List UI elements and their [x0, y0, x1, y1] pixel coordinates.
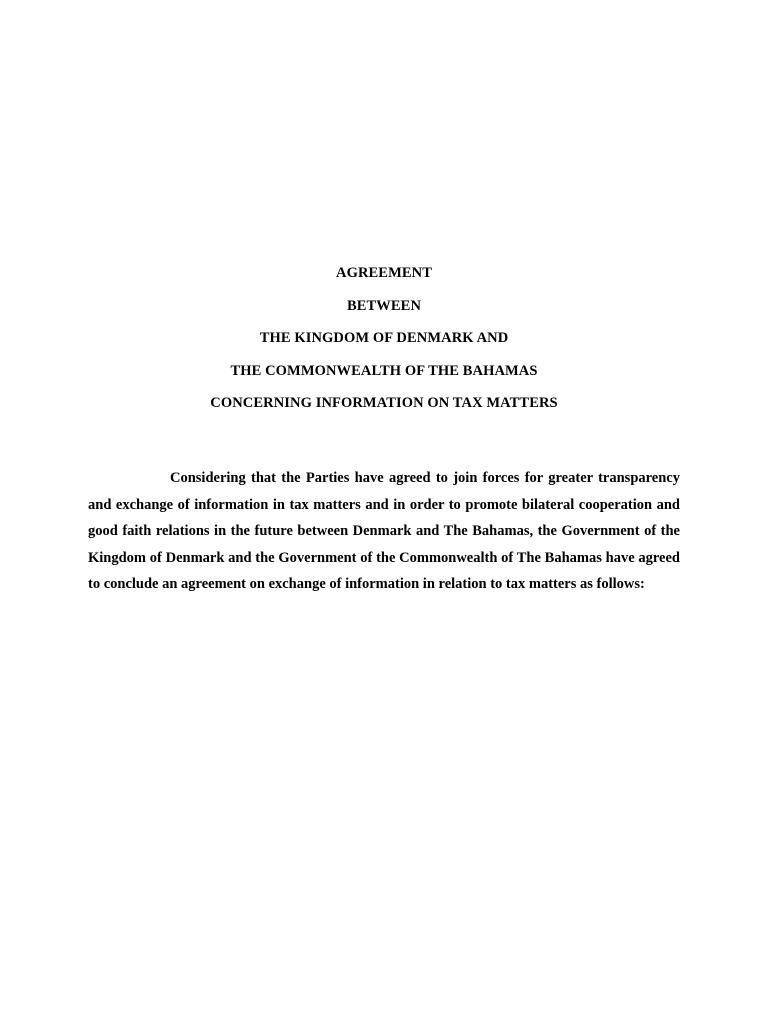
title-line-agreement: AGREEMENT [336, 265, 432, 281]
agreement-title-block [0, 264, 768, 427]
title-line-between: BETWEEN [346, 297, 422, 314]
preamble-paragraph [88, 465, 680, 598]
preamble-text: Considering that the Parties have agreed to join forces for greater transparency and exchange of information in tax matters and in order to promote bilateral cooperation and good faith relations in the future between Denmark and The Bahamas, the Government of the Kingdom of Denmark and the Government of the Commonwealth of The Bahamas have agreed to conclude an agreement on exchange of information in relation to tax matters as follows: [88, 470, 680, 593]
title-line-bahamas: THE COMMONWEALTH OF THE BAHAMAS [230, 362, 538, 379]
title-line-denmark: THE KINGDOM OF DENMARK AND [259, 330, 509, 346]
title-line-subject: CONCERNING INFORMATION ON TAX MATTERS [210, 395, 558, 411]
